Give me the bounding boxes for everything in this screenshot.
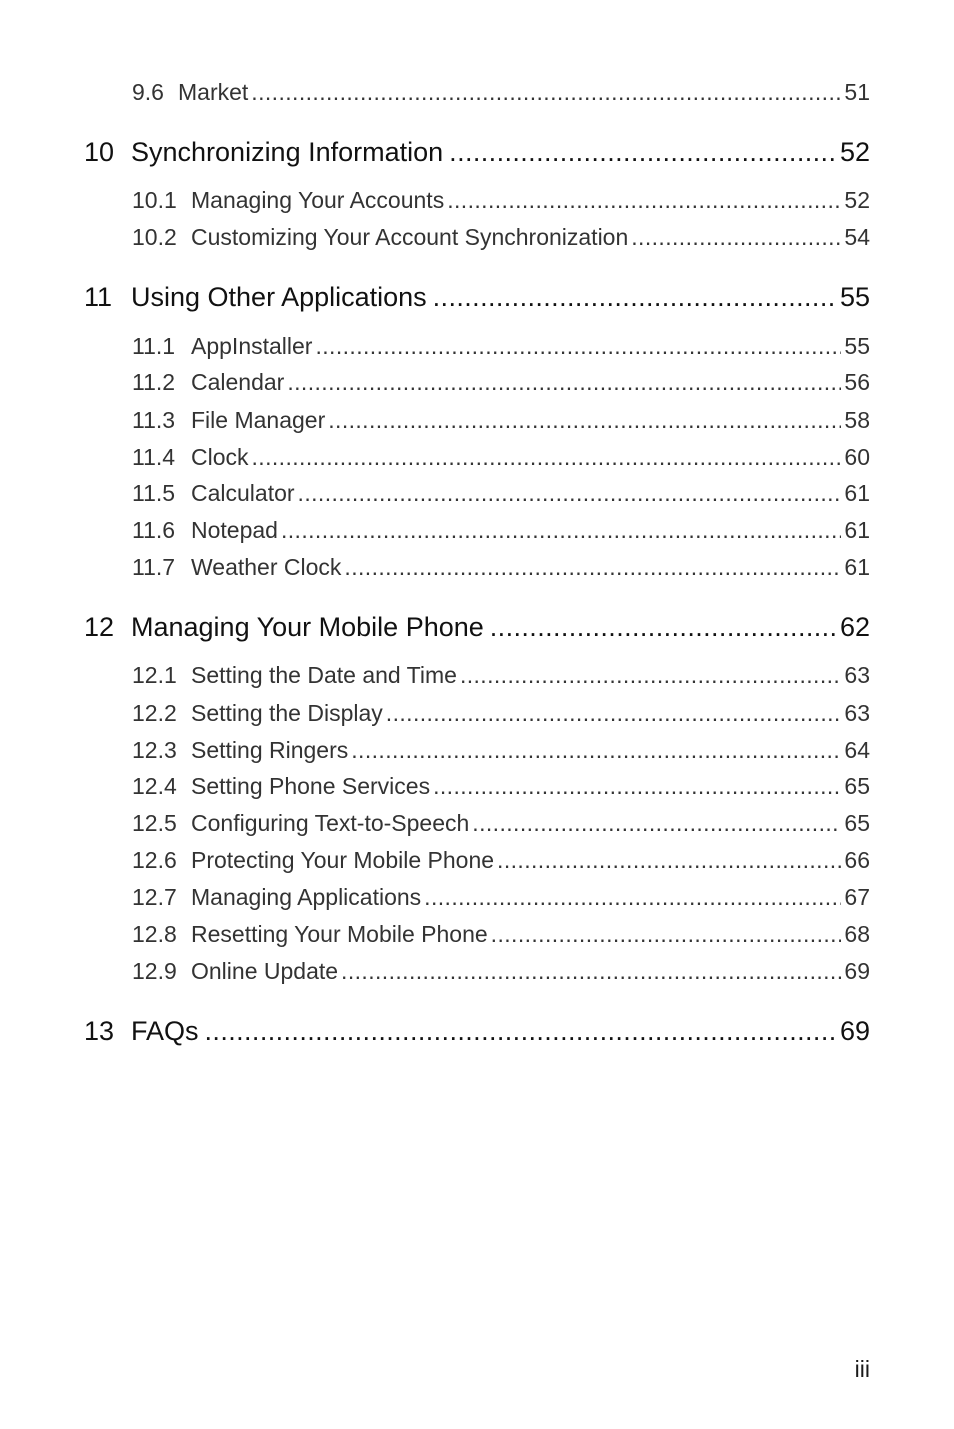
- section-title: Resetting Your Mobile Phone: [191, 921, 488, 947]
- dot-leader: [298, 480, 842, 507]
- section-title: Setting the Date and Time: [191, 662, 457, 688]
- toc-entry[interactable]: [132, 737, 870, 764]
- dot-leader: [287, 369, 841, 396]
- toc-entry[interactable]: [132, 921, 870, 948]
- section-title: Managing Applications: [191, 884, 422, 910]
- dot-leader: [351, 737, 841, 764]
- section-title: Clock: [191, 444, 249, 470]
- page-number: 67: [844, 884, 870, 910]
- toc-entry[interactable]: [132, 333, 870, 360]
- section-title: Setting Phone Services: [191, 773, 431, 799]
- dot-leader: [344, 554, 841, 581]
- section-number: 11.3: [132, 407, 176, 433]
- section-number: 10.2: [132, 224, 177, 250]
- dot-leader: [315, 333, 841, 360]
- chapter-title: FAQs: [131, 1016, 199, 1046]
- toc-entry[interactable]: [132, 187, 870, 214]
- section-number: 12.9: [132, 958, 177, 984]
- toc-entry[interactable]: [132, 700, 870, 727]
- section-title: Notepad: [191, 517, 278, 543]
- page-number: 52: [844, 187, 870, 213]
- dot-leader: [631, 224, 841, 251]
- dot-leader: [328, 407, 841, 434]
- section-number: 11.6: [132, 517, 176, 543]
- section-title: Calculator: [191, 480, 295, 506]
- toc-entry[interactable]: [132, 444, 870, 471]
- page-number: 66: [844, 847, 870, 873]
- section-title: Customizing Your Account Synchronization: [191, 224, 629, 250]
- page-number: 68: [844, 921, 870, 947]
- section-title: File Manager: [191, 407, 326, 433]
- section-title: Protecting Your Mobile Phone: [191, 847, 495, 873]
- chapter-title: Managing Your Mobile Phone: [131, 612, 484, 642]
- dot-leader: [386, 700, 842, 727]
- section-number: 12.4: [132, 773, 177, 799]
- page-number: 61: [844, 517, 870, 543]
- section-number: 10.1: [132, 187, 177, 213]
- toc-entry[interactable]: [132, 369, 870, 396]
- toc-entry[interactable]: [132, 554, 870, 581]
- page-number: 61: [844, 554, 870, 580]
- toc-entry[interactable]: [132, 480, 870, 507]
- page-number: 55: [844, 333, 870, 359]
- toc-entry[interactable]: [132, 407, 870, 434]
- page-number: 56: [844, 369, 870, 395]
- section-title: Calendar: [191, 369, 285, 395]
- dot-leader: [490, 612, 838, 643]
- toc-entry[interactable]: [132, 884, 870, 911]
- page-number: 64: [844, 737, 870, 763]
- toc-entry[interactable]: [132, 810, 870, 837]
- dot-leader: [460, 662, 841, 689]
- dot-leader: [252, 444, 842, 471]
- section-number: 12.6: [132, 847, 177, 873]
- section-title: Market: [178, 79, 249, 105]
- page-number: 54: [844, 224, 870, 250]
- toc-entry[interactable]: [132, 847, 870, 874]
- dot-leader: [251, 79, 841, 106]
- section-title: Managing Your Accounts: [191, 187, 445, 213]
- section-number: 12.8: [132, 921, 177, 947]
- page-number: 60: [844, 444, 870, 470]
- section-number: 11.4: [132, 444, 176, 470]
- chapter-number: 11: [84, 282, 113, 312]
- chapter-title: Synchronizing Information: [131, 137, 444, 167]
- page-number: 55: [839, 282, 870, 312]
- toc-chapter-entry[interactable]: [84, 612, 870, 643]
- page-folio: iii: [854, 1356, 870, 1382]
- toc-entry[interactable]: [132, 517, 870, 544]
- dot-leader: [449, 137, 838, 168]
- dot-leader: [472, 810, 841, 837]
- section-number: 11.5: [132, 480, 176, 506]
- toc-chapter-entry[interactable]: [84, 137, 870, 168]
- page-number: 51: [844, 79, 870, 105]
- section-number: 12.3: [132, 737, 177, 763]
- page-number: 62: [839, 612, 870, 642]
- chapter-title: Using Other Applications: [131, 282, 427, 312]
- page-number: 69: [844, 958, 870, 984]
- toc-chapter-entry[interactable]: [84, 282, 870, 313]
- dot-leader: [491, 921, 842, 948]
- section-title: Setting the Display: [191, 700, 383, 726]
- page-number: 65: [844, 810, 870, 836]
- dot-leader: [205, 1016, 838, 1047]
- section-number: 11.2: [132, 369, 176, 395]
- dot-leader: [447, 187, 841, 214]
- chapter-number: 13: [84, 1016, 115, 1046]
- section-number: 11.7: [132, 554, 176, 580]
- chapter-number: 10: [84, 137, 115, 167]
- dot-leader: [424, 884, 841, 911]
- section-number: 12.2: [132, 700, 177, 726]
- toc-chapter-entry[interactable]: [84, 1016, 870, 1047]
- page-number: 52: [839, 137, 870, 167]
- dot-leader: [281, 517, 841, 544]
- page-number: 61: [844, 480, 870, 506]
- dot-leader: [497, 847, 841, 874]
- section-number: 12.5: [132, 810, 177, 836]
- chapter-number: 12: [84, 612, 115, 642]
- section-number: 11.1: [132, 333, 176, 359]
- section-title: Weather Clock: [191, 554, 342, 580]
- section-number: 12.7: [132, 884, 177, 910]
- page-number: 69: [839, 1016, 870, 1046]
- dot-leader: [341, 958, 841, 985]
- toc-entry[interactable]: [132, 224, 870, 251]
- toc-entry[interactable]: [132, 958, 870, 985]
- section-number: 12.1: [132, 662, 177, 688]
- toc-entry[interactable]: [132, 662, 870, 689]
- section-title: Online Update: [191, 958, 339, 984]
- page-number: 58: [844, 407, 870, 433]
- toc-entry[interactable]: [132, 79, 870, 106]
- section-title: AppInstaller: [191, 333, 313, 359]
- section-title: Setting Ringers: [191, 737, 349, 763]
- page-number: 65: [844, 773, 870, 799]
- page-number: 63: [844, 700, 870, 726]
- section-title: Configuring Text-to-Speech: [191, 810, 470, 836]
- dot-leader: [433, 282, 838, 313]
- dot-leader: [433, 773, 841, 800]
- page-number: 63: [844, 662, 870, 688]
- toc-entry[interactable]: [132, 773, 870, 800]
- section-number: 9.6: [132, 79, 164, 105]
